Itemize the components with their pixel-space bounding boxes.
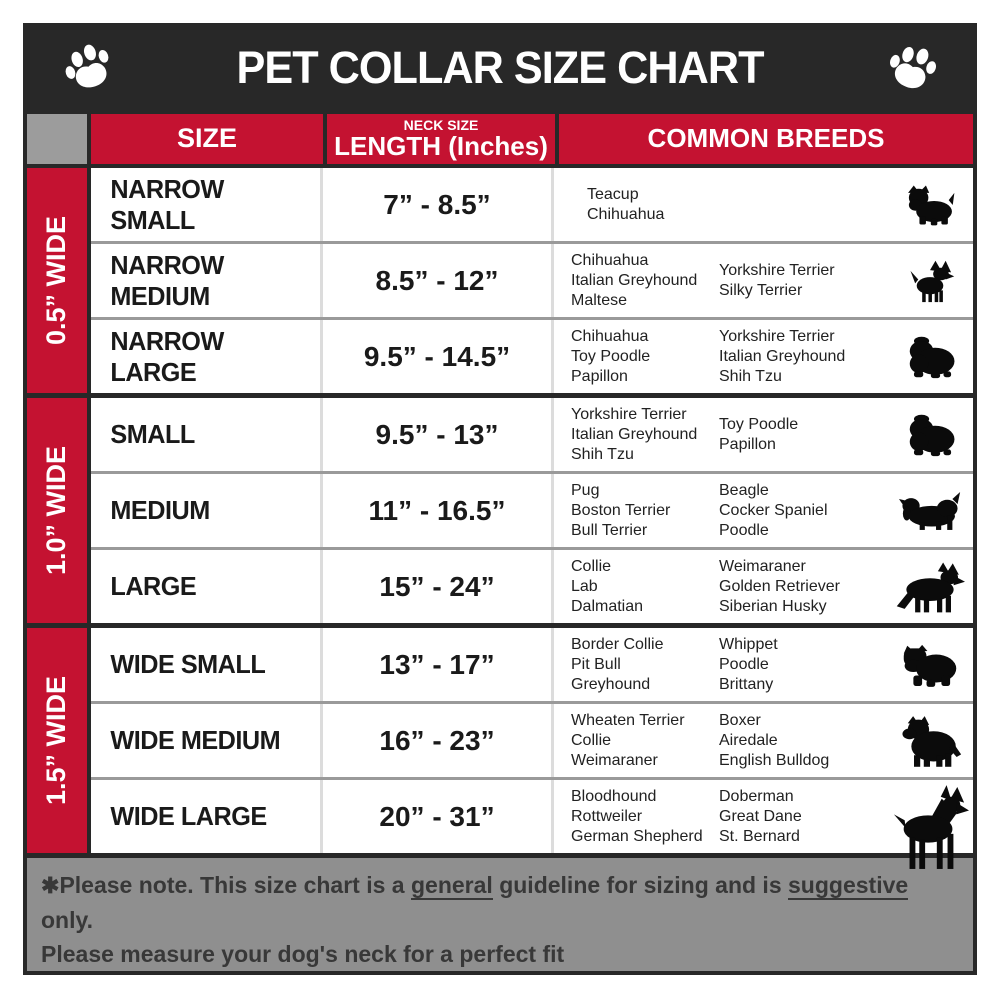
breed-name: Dalmatian <box>571 597 644 615</box>
breed-name: English Bulldog <box>719 751 830 769</box>
breed-name: Weimaraner <box>571 751 658 769</box>
breed-name: Bloodhound <box>571 787 657 805</box>
breeds-cell <box>554 711 973 771</box>
underlined-word: suggestive <box>788 872 909 898</box>
breeds-cell <box>554 183 973 227</box>
neck-range: 9.5” - 14.5” <box>363 340 511 372</box>
neck-range: 13” - 17” <box>379 648 495 680</box>
shih-tzu-icon <box>903 334 957 380</box>
width-label: 1.0” WIDE <box>41 445 72 576</box>
column-header-size: SIZE <box>91 114 323 164</box>
breed-name: Yorkshire Terrier <box>571 405 687 423</box>
neck-range: 11” - 16.5” <box>368 494 506 526</box>
breed-name: Golden Retriever <box>719 577 840 595</box>
doberman-icon <box>891 782 969 874</box>
footer-note <box>27 858 973 971</box>
breed-name: Italian Greyhound <box>571 425 698 443</box>
breeds-cell <box>554 557 973 617</box>
cocker-spaniel-icon <box>899 490 961 532</box>
breed-name: German Shepherd <box>571 827 703 845</box>
underlined-word: general <box>410 872 493 898</box>
pit-bull-icon <box>898 714 962 768</box>
breed-name: Cocker Spaniel <box>719 501 828 519</box>
breed-name: Collie <box>571 557 612 575</box>
width-label-bar <box>27 398 87 623</box>
section-half-inch <box>27 168 973 393</box>
breed-name: Shih Tzu <box>719 367 782 385</box>
breed-name: Italian Greyhound <box>571 271 698 289</box>
breeds-cell <box>554 405 973 465</box>
breed-name: Boston Terrier <box>571 501 671 519</box>
breed-name: Border Collie <box>571 635 664 653</box>
neck-size-subtitle: NECK SIZE <box>403 116 479 133</box>
breed-name: Boxer <box>719 711 761 729</box>
breed-name: Toy Poodle <box>571 347 651 365</box>
size-label: NARROW LARGE <box>110 325 224 387</box>
breeds-cell <box>554 481 973 541</box>
size-label: SMALL <box>110 419 195 449</box>
breed-name: Yorkshire Terrier <box>719 261 835 279</box>
breed-name: Great Dane <box>719 807 802 825</box>
section-one-inch <box>27 398 973 623</box>
breed-name: Rottweiler <box>571 807 643 825</box>
shih-tzu-icon <box>903 412 957 458</box>
size-label: WIDE SMALL <box>110 649 266 679</box>
note-line-2: Please measure your dog's neck for a perfect fit <box>41 941 565 967</box>
size-label: LARGE <box>110 571 197 601</box>
table-row <box>91 474 973 547</box>
neck-range: 7” - 8.5” <box>383 188 491 220</box>
table-row <box>91 398 973 471</box>
paw-icon <box>63 44 115 92</box>
neck-range: 16” - 23” <box>379 724 495 756</box>
breed-name: Siberian Husky <box>719 597 827 615</box>
breed-name: Doberman <box>719 787 794 805</box>
breed-name: Chihuahua <box>571 327 649 345</box>
breeds-cell <box>554 635 973 695</box>
table-row <box>91 244 973 317</box>
page-title: PET COLLAR SIZE CHART <box>236 42 764 94</box>
note-line-1: ✱Please note. This size chart is a general guideline for sizing and is suggestive only. <box>41 872 915 933</box>
width-label: 0.5” WIDE <box>41 215 72 346</box>
paw-icon <box>885 44 937 92</box>
corner-cell <box>27 114 87 164</box>
breed-name: Pit Bull <box>571 655 621 673</box>
breed-name: Lab <box>571 577 598 595</box>
german-shepherd-icon <box>895 560 965 614</box>
breed-name: Bull Terrier <box>571 521 648 539</box>
column-header-common-breeds: COMMON BREEDS <box>559 114 973 164</box>
yorkshire-terrier-icon <box>904 183 956 227</box>
chihuahua-icon <box>905 258 955 304</box>
breed-name: Poodle <box>719 655 769 673</box>
breed-name: Teacup <box>587 185 639 203</box>
breed-name: Weimaraner <box>719 557 806 575</box>
breeds-cell <box>554 782 973 852</box>
breed-name: Papillon <box>571 367 628 385</box>
breeds-cell <box>554 327 973 387</box>
width-label-bar <box>27 168 87 393</box>
table-row <box>91 168 973 241</box>
breed-name: Toy Poodle <box>719 415 799 433</box>
table-row <box>91 704 973 777</box>
width-label-bar <box>27 628 87 853</box>
table-row <box>91 550 973 623</box>
neck-range: 15” - 24” <box>379 570 495 602</box>
width-label: 1.5” WIDE <box>41 675 72 806</box>
breed-name: Yorkshire Terrier <box>719 327 835 345</box>
breed-name: Chihuahua <box>587 205 665 223</box>
neck-range: 9.5” - 13” <box>375 418 499 450</box>
title-bar <box>23 23 977 114</box>
breed-name: Whippet <box>719 635 778 653</box>
neck-range: 8.5” - 12” <box>375 264 499 296</box>
table-header-row <box>27 114 973 164</box>
breed-name: Pug <box>571 481 600 499</box>
breed-name: Chihuahua <box>571 251 649 269</box>
breed-name: Greyhound <box>571 675 651 693</box>
size-label: NARROW MEDIUM <box>110 249 224 311</box>
breed-name: Italian Greyhound <box>719 347 846 365</box>
breed-name: Silky Terrier <box>719 281 803 299</box>
neck-range: 20” - 31” <box>379 800 495 832</box>
column-header-neck-size <box>327 114 555 164</box>
size-label: NARROW SMALL <box>110 173 224 235</box>
breed-name: Collie <box>571 731 612 749</box>
breeds-cell <box>554 251 973 311</box>
table-row <box>91 780 973 853</box>
asterisk: ✱ <box>41 873 60 898</box>
section-one-half-inch <box>27 628 973 853</box>
pet-collar-size-chart <box>23 23 977 975</box>
breed-name: Beagle <box>719 481 769 499</box>
size-label: WIDE MEDIUM <box>110 725 281 755</box>
breed-name: St. Bernard <box>719 827 800 845</box>
size-label: MEDIUM <box>110 495 210 525</box>
breed-name: Poodle <box>719 521 769 539</box>
breed-name: Wheaten Terrier <box>571 711 685 729</box>
breed-name: Airedale <box>719 731 778 749</box>
bulldog-icon <box>902 642 958 688</box>
breed-name: Maltese <box>571 291 628 309</box>
breed-name: Shih Tzu <box>571 445 634 463</box>
breed-name: Papillon <box>719 435 776 453</box>
neck-size-title: LENGTH (Inches) <box>334 130 548 161</box>
size-label: WIDE LARGE <box>110 801 267 831</box>
table-row <box>91 628 973 701</box>
breed-name: Brittany <box>719 675 774 693</box>
table-row <box>91 320 973 393</box>
